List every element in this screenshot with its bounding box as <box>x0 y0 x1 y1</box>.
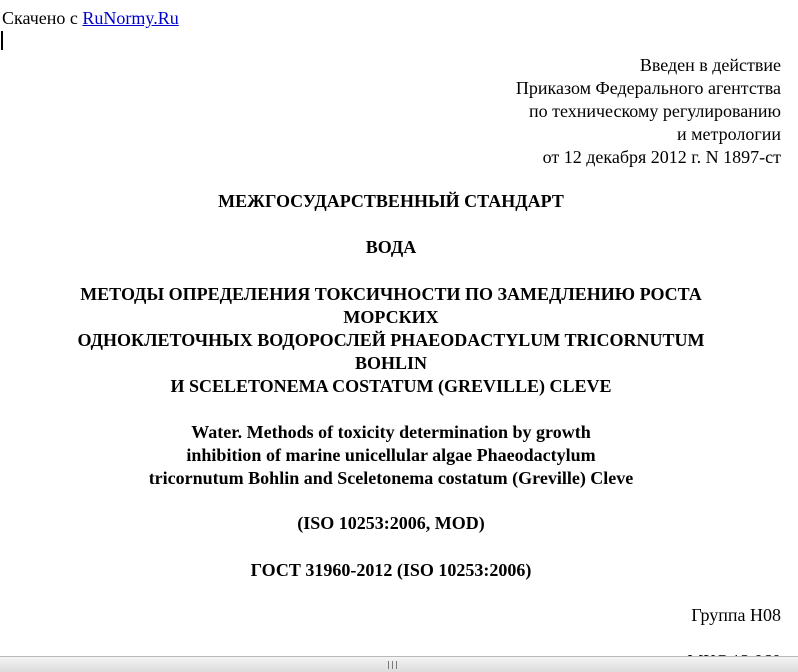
enactment-line: Приказом Федерального агентства <box>515 78 781 98</box>
gost-number <box>0 559 782 582</box>
english-title <box>0 421 782 490</box>
enactment-line: и метрологии <box>677 124 781 144</box>
standard-type-text: МЕЖГОСУДАРСТВЕННЫЙ СТАНДАРТ <box>218 191 564 211</box>
download-prefix: Скачено с <box>2 8 83 28</box>
iso-reference-text: (ISO 10253:2006, MOD) <box>297 513 485 533</box>
english-title-line: inhibition of marine unicellular algae Phaeodactylum <box>186 445 596 465</box>
standard-type-heading <box>0 190 782 213</box>
subject-text: ВОДА <box>365 237 417 257</box>
enactment-note <box>516 54 781 169</box>
iso-reference <box>0 512 782 535</box>
download-source-line <box>2 8 179 29</box>
runormy-link[interactable]: RuNormy.Ru <box>82 8 179 28</box>
enactment-line: от 12 декабря 2012 г. N 1897-ст <box>542 147 781 167</box>
enactment-line: Введен в действие <box>639 55 781 75</box>
english-title-line: tricornutum Bohlin and Sceletonema costatum (Greville) Cleve <box>148 468 634 488</box>
russian-title-line: МОРСКИХ <box>343 307 439 327</box>
group-code: Группа Н08 <box>691 605 781 625</box>
enactment-line: по техническому регулированию <box>528 101 781 121</box>
russian-title <box>0 283 782 398</box>
text-cursor <box>1 31 3 50</box>
subject-heading <box>0 236 782 259</box>
russian-title-line: МЕТОДЫ ОПРЕДЕЛЕНИЯ ТОКСИЧНОСТИ ПО ЗАМЕДЛЕНИЮ РОСТА <box>80 284 702 304</box>
english-title-line: Water. Methods of toxicity determination by growth <box>191 422 591 442</box>
scrollbar-grip-icon[interactable] <box>388 661 397 669</box>
russian-title-line: И SCELETONEMA COSTATUM (GREVILLE) CLEVE <box>170 376 612 396</box>
russian-title-line: BOHLIN <box>354 353 428 373</box>
russian-title-line: ОДНОКЛЕТОЧНЫХ ВОДОРОСЛЕЙ PHAEODACTYLUM TRICORNUTUM <box>77 330 705 350</box>
gost-number-text: ГОСТ 31960-2012 (ISO 10253:2006) <box>250 560 532 580</box>
horizontal-scrollbar[interactable] <box>0 656 798 672</box>
